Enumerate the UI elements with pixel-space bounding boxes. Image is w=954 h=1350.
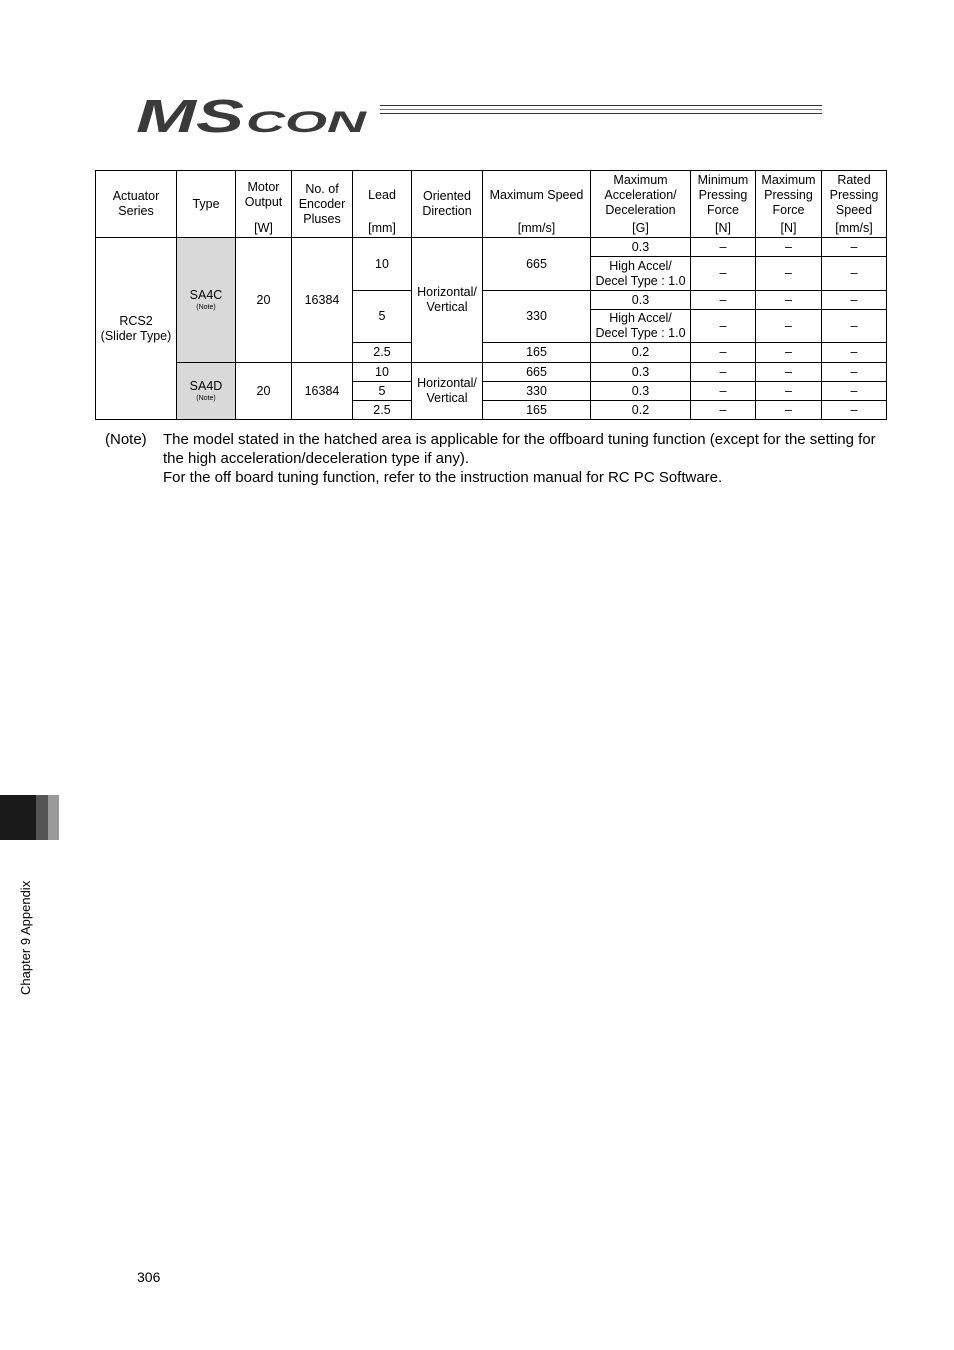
header-rule bbox=[380, 105, 822, 106]
speed-cell: 330 bbox=[483, 382, 591, 401]
lead-cell: 2.5 bbox=[353, 401, 412, 420]
page-number: 306 bbox=[137, 1269, 161, 1285]
min-force-cell: – bbox=[691, 382, 756, 401]
lead-cell: 10 bbox=[353, 238, 412, 291]
rated-speed-cell: – bbox=[822, 310, 887, 343]
accel-cell: High Accel/ Decel Type : 1.0 bbox=[591, 310, 691, 343]
min-force-cell: – bbox=[691, 238, 756, 257]
speed-cell: 165 bbox=[483, 343, 591, 363]
min-force-cell: – bbox=[691, 343, 756, 363]
lead-cell: 5 bbox=[353, 382, 412, 401]
max-force-cell: – bbox=[756, 291, 822, 310]
spec-table bbox=[95, 170, 887, 420]
rated-speed-cell: – bbox=[822, 291, 887, 310]
type-cell-sa4d: SA4D (Note) bbox=[177, 363, 236, 420]
col-unit: [N] bbox=[756, 219, 822, 238]
accel-cell: 0.3 bbox=[591, 382, 691, 401]
chapter-side-label: Chapter 9 Appendix bbox=[18, 880, 33, 995]
lead-cell: 5 bbox=[353, 291, 412, 343]
max-force-cell: – bbox=[756, 310, 822, 343]
col-header: No. of Encoder Pluses bbox=[292, 171, 353, 238]
max-force-cell: – bbox=[756, 238, 822, 257]
rated-speed-cell: – bbox=[822, 257, 887, 291]
min-force-cell: – bbox=[691, 257, 756, 291]
col-unit: [mm/s] bbox=[483, 219, 591, 238]
svg-text:MS: MS bbox=[136, 94, 245, 138]
max-force-cell: – bbox=[756, 401, 822, 420]
header-rule bbox=[380, 109, 822, 110]
max-force-cell: – bbox=[756, 382, 822, 401]
encoder-cell: 16384 bbox=[292, 238, 353, 363]
min-force-cell: – bbox=[691, 291, 756, 310]
accel-cell: 0.3 bbox=[591, 291, 691, 310]
accel-cell: High Accel/ Decel Type : 1.0 bbox=[591, 257, 691, 291]
speed-cell: 165 bbox=[483, 401, 591, 420]
chapter-tab-marker bbox=[48, 795, 59, 840]
table-row bbox=[96, 238, 887, 257]
chapter-tab-marker bbox=[36, 795, 48, 840]
lead-cell: 2.5 bbox=[353, 343, 412, 363]
lead-cell: 10 bbox=[353, 363, 412, 382]
col-header: Minimum Pressing Force bbox=[691, 171, 756, 220]
col-unit: [mm] bbox=[353, 219, 412, 238]
accel-cell: 0.3 bbox=[591, 238, 691, 257]
encoder-cell: 16384 bbox=[292, 363, 353, 420]
min-force-cell: – bbox=[691, 363, 756, 382]
note-text: The model stated in the hatched area is applicable for the offboard tuning function (except for the setting for the high acceleration/deceleration type if any). bbox=[163, 431, 876, 467]
rated-speed-cell: – bbox=[822, 238, 887, 257]
max-force-cell: – bbox=[756, 343, 822, 363]
max-force-cell: – bbox=[756, 363, 822, 382]
rated-speed-cell: – bbox=[822, 401, 887, 420]
max-force-cell: – bbox=[756, 257, 822, 291]
rated-speed-cell: – bbox=[822, 363, 887, 382]
series-cell: RCS2 (Slider Type) bbox=[96, 238, 177, 420]
note-label: (Note) bbox=[105, 431, 147, 448]
chapter-tab-marker bbox=[0, 795, 36, 840]
col-header: Actuator Series bbox=[96, 171, 177, 238]
direction-cell: Horizontal/ Vertical bbox=[412, 363, 483, 420]
speed-cell: 330 bbox=[483, 291, 591, 343]
rated-speed-cell: – bbox=[822, 382, 887, 401]
col-header: Maximum Pressing Force bbox=[756, 171, 822, 220]
col-header: Maximum Acceleration/ Deceleration bbox=[591, 171, 691, 220]
accel-cell: 0.2 bbox=[591, 401, 691, 420]
rated-speed-cell: – bbox=[822, 343, 887, 363]
mscon-logo bbox=[136, 94, 368, 138]
col-unit: [N] bbox=[691, 219, 756, 238]
col-header: Maximum Speed bbox=[483, 171, 591, 220]
motor-cell: 20 bbox=[236, 238, 292, 363]
svg-text:CON: CON bbox=[246, 106, 368, 138]
header-rule bbox=[380, 113, 822, 114]
col-header: Motor Output bbox=[236, 171, 292, 220]
min-force-cell: – bbox=[691, 310, 756, 343]
motor-cell: 20 bbox=[236, 363, 292, 420]
table-row bbox=[96, 363, 887, 382]
note-text: For the off board tuning function, refer to the instruction manual for RC PC Software. bbox=[163, 469, 723, 486]
col-header: Rated Pressing Speed bbox=[822, 171, 887, 220]
speed-cell: 665 bbox=[483, 238, 591, 291]
col-header: Lead bbox=[353, 171, 412, 220]
type-cell-sa4c: SA4C (Note) bbox=[177, 238, 236, 363]
col-unit: [G] bbox=[591, 219, 691, 238]
col-header: Oriented Direction bbox=[412, 171, 483, 238]
accel-cell: 0.2 bbox=[591, 343, 691, 363]
col-unit: [W] bbox=[236, 219, 292, 238]
accel-cell: 0.3 bbox=[591, 363, 691, 382]
col-unit: [mm/s] bbox=[822, 219, 887, 238]
direction-cell: Horizontal/ Vertical bbox=[412, 238, 483, 363]
min-force-cell: – bbox=[691, 401, 756, 420]
speed-cell: 665 bbox=[483, 363, 591, 382]
col-header: Type bbox=[177, 171, 236, 238]
